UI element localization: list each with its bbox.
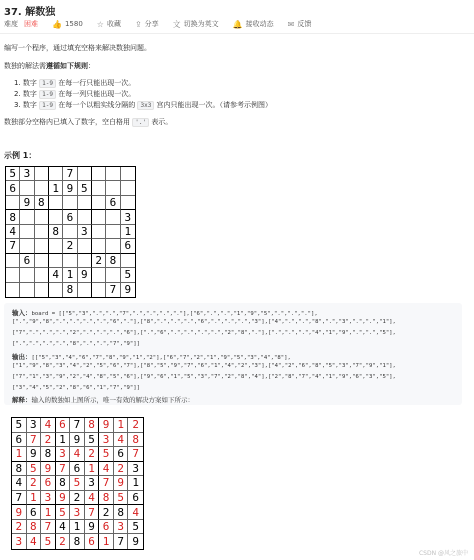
- sudoku-cell: 4: [56, 520, 71, 535]
- like-button[interactable]: [52, 20, 83, 29]
- problem-meta-bar: [4, 18, 325, 30]
- sudoku-cell: 3: [20, 167, 34, 181]
- sudoku-cell: 5: [99, 447, 114, 462]
- output-label: 输出：: [12, 353, 32, 361]
- output-line: [12, 352, 291, 361]
- sudoku-cell: 7: [128, 447, 143, 462]
- sudoku-cell: 1: [70, 520, 85, 535]
- sudoku-cell: [49, 283, 63, 297]
- sudoku-cell: 7: [114, 534, 129, 549]
- sudoku-cell: [49, 239, 63, 253]
- sudoku-cell: 9: [56, 491, 71, 506]
- sudoku-cell: 4: [114, 433, 129, 448]
- sudoku-cell: [78, 167, 92, 181]
- puzzle-grid: [5, 166, 136, 298]
- sudoku-cell: 5: [121, 268, 135, 282]
- description-intro: 编写一个程序，通过填充空格来解决数独问题。: [4, 44, 151, 52]
- sudoku-cell: 4: [41, 418, 56, 433]
- sudoku-cell: 1: [99, 534, 114, 549]
- sudoku-cell: 2: [12, 520, 27, 535]
- problem-title: 37. 解数独: [4, 7, 56, 18]
- sudoku-cell: 8: [114, 505, 129, 520]
- rules-heading: [4, 61, 95, 71]
- sudoku-cell: 7: [56, 462, 71, 477]
- sudoku-cell: [35, 225, 49, 239]
- sudoku-cell: [6, 268, 20, 282]
- sudoku-cell: [49, 196, 63, 210]
- sudoku-cell: 9: [85, 520, 100, 535]
- sudoku-cell: [106, 268, 120, 282]
- sudoku-cell: 5: [78, 181, 92, 195]
- sudoku-cell: 9: [27, 447, 42, 462]
- rule-item: [14, 89, 135, 99]
- sudoku-cell: [106, 167, 120, 181]
- sudoku-cell: 9: [78, 268, 92, 282]
- sudoku-cell: 6: [70, 462, 85, 477]
- feedback-button[interactable]: [288, 19, 312, 29]
- sudoku-cell: 5: [114, 491, 129, 506]
- sudoku-cell: 4: [99, 462, 114, 477]
- sudoku-cell: [35, 167, 49, 181]
- sudoku-cell: [49, 210, 63, 224]
- sudoku-cell: 2: [41, 433, 56, 448]
- sudoku-cell: 8: [99, 491, 114, 506]
- sudoku-cell: 3: [99, 433, 114, 448]
- sudoku-cell: [92, 210, 106, 224]
- rule-text: 数字: [22, 79, 37, 87]
- sudoku-cell: 1: [63, 268, 77, 282]
- rule-code: 1-9: [39, 79, 56, 88]
- sudoku-cell: 7: [70, 418, 85, 433]
- sudoku-cell: [20, 239, 34, 253]
- sudoku-cell: 7: [27, 433, 42, 448]
- rule-code: 3x3: [137, 101, 154, 110]
- sudoku-cell: 5: [85, 433, 100, 448]
- sudoku-cell: [78, 196, 92, 210]
- explain-text: 输入的数独如上图所示，唯一有效的解决方案如下所示：: [31, 396, 194, 404]
- sudoku-cell: 1: [12, 447, 27, 462]
- sudoku-cell: [20, 225, 34, 239]
- sudoku-cell: [78, 254, 92, 268]
- sudoku-cell: 6: [121, 239, 135, 253]
- sudoku-cell: 1: [41, 505, 56, 520]
- sudoku-cell: 6: [114, 447, 129, 462]
- sudoku-cell: [63, 225, 77, 239]
- sudoku-cell: 7: [106, 283, 120, 297]
- sudoku-cell: [92, 225, 106, 239]
- share-icon: ⇪: [134, 19, 142, 29]
- sudoku-cell: 8: [85, 418, 100, 433]
- sudoku-cell: 8: [63, 283, 77, 297]
- sudoku-cell: 9: [99, 418, 114, 433]
- sudoku-cell: 3: [85, 476, 100, 491]
- sudoku-cell: [20, 181, 34, 195]
- sudoku-cell: [20, 210, 34, 224]
- sudoku-cell: 3: [27, 418, 42, 433]
- sudoku-cell: 8: [56, 476, 71, 491]
- sudoku-cell: 1: [128, 476, 143, 491]
- sudoku-cell: 9: [12, 505, 27, 520]
- sudoku-cell: 3: [78, 225, 92, 239]
- sudoku-cell: 6: [128, 491, 143, 506]
- sudoku-cell: [78, 283, 92, 297]
- sudoku-cell: 5: [12, 418, 27, 433]
- sudoku-cell: [49, 254, 63, 268]
- sudoku-cell: 5: [41, 534, 56, 549]
- sudoku-cell: 9: [114, 476, 129, 491]
- sudoku-cell: 1: [121, 225, 135, 239]
- input-text: board = [["5","3",".",".","7",".",".",".","."],["6",".",".","1","9","5",".",".","."],: [31, 311, 318, 317]
- watermark: CSDN @风之旅中: [418, 550, 468, 557]
- sudoku-cell: 9: [41, 462, 56, 477]
- difficulty-badge: 困难: [24, 20, 38, 28]
- sudoku-cell: [121, 181, 135, 195]
- sudoku-cell: [35, 181, 49, 195]
- sudoku-cell: 7: [41, 520, 56, 535]
- input-line: [".","9","8",".",".",".",".","6","."],["8",".",".",".","6",".",".",".","3"],["4",".",".","8",".","3",".",".","1"],: [12, 319, 396, 325]
- sudoku-cell: 5: [27, 462, 42, 477]
- sudoku-cell: 6: [85, 534, 100, 549]
- sudoku-cell: [49, 167, 63, 181]
- sudoku-cell: 9: [124, 283, 132, 297]
- sudoku-cell: [35, 210, 49, 224]
- sudoku-cell: 6: [63, 210, 77, 224]
- thumbs-up-icon: 👍: [52, 19, 62, 29]
- sudoku-cell: [63, 196, 77, 210]
- sudoku-cell: 8: [106, 254, 120, 268]
- rule-text: 数字: [22, 90, 37, 98]
- share-button[interactable]: [135, 19, 159, 29]
- sudoku-cell: 8: [12, 462, 27, 477]
- switch-language-label: 切换为英文: [183, 20, 219, 28]
- rule-num: 3.: [14, 101, 21, 109]
- sudoku-cell: 3: [128, 462, 143, 477]
- sudoku-cell: 1: [49, 181, 63, 195]
- sudoku-cell: 2: [56, 534, 71, 549]
- sudoku-cell: 6: [27, 505, 42, 520]
- output-line: ["1","9","8","3","4","2","5","6","7"],["8","5","9","7","6","1","4","2","3"],["4","2","6","8","5","3","7","9","1"],: [12, 363, 396, 369]
- sudoku-cell: [20, 283, 34, 297]
- sudoku-cell: [106, 210, 120, 224]
- sudoku-cell: 6: [106, 196, 120, 210]
- sudoku-cell: [35, 283, 49, 297]
- sudoku-cell: 2: [85, 447, 100, 462]
- sudoku-cell: [6, 283, 20, 297]
- notify-label: 接收动态: [245, 20, 274, 28]
- rules-bold: 遵循如下规则: [46, 62, 88, 70]
- sudoku-cell: [63, 254, 77, 268]
- feedback-icon: ✉: [287, 19, 295, 29]
- rule-code: 1-9: [39, 101, 56, 110]
- sudoku-cell: [92, 196, 106, 210]
- sudoku-cell: 6: [56, 418, 71, 433]
- divider: [0, 33, 474, 34]
- sudoku-cell: 3: [41, 491, 56, 506]
- sudoku-cell: 6: [20, 254, 34, 268]
- sudoku-cell: 8: [128, 433, 143, 448]
- rule-text: 在每一列只能出现一次。: [58, 90, 136, 98]
- sudoku-cell: [35, 254, 49, 268]
- sudoku-cell: 4: [85, 491, 100, 506]
- sudoku-cell: 6: [99, 520, 114, 535]
- share-label: 分享: [144, 20, 159, 28]
- explain-label: 解释：: [12, 396, 32, 404]
- rule-num: 1.: [14, 79, 21, 87]
- note-code: '.': [132, 118, 149, 127]
- sudoku-cell: 5: [70, 476, 85, 491]
- sudoku-cell: 7: [6, 239, 20, 253]
- star-icon: ☆: [96, 19, 104, 29]
- bell-icon: 🔔: [232, 19, 243, 29]
- feedback-label: 反馈: [297, 20, 312, 28]
- sudoku-cell: [6, 196, 20, 210]
- sudoku-cell: 8: [70, 534, 85, 549]
- sudoku-cell: 5: [6, 167, 20, 181]
- sudoku-cell: 9: [20, 196, 34, 210]
- sudoku-cell: 4: [49, 268, 63, 282]
- rule-code: 1-9: [39, 90, 56, 99]
- input-line: ["7",".",".",".","2",".",".",".","6"],[".","6",".",".",".",".","2","8","."],[".",".",".","4","1","9",".",".","5"],: [12, 330, 396, 336]
- sudoku-cell: 8: [35, 196, 49, 210]
- empty-cell-note: [4, 117, 172, 127]
- sudoku-cell: 5: [56, 505, 71, 520]
- sudoku-cell: 2: [63, 239, 77, 253]
- sudoku-cell: 7: [85, 505, 100, 520]
- input-line: [12, 308, 318, 317]
- sudoku-cell: [106, 225, 120, 239]
- example-title: 示例 1：: [4, 151, 37, 160]
- sudoku-cell: 1: [27, 491, 42, 506]
- sudoku-cell: 9: [70, 433, 85, 448]
- note-text: 表示。: [151, 118, 173, 126]
- sudoku-cell: 2: [114, 462, 129, 477]
- like-count: 1580: [64, 20, 83, 28]
- favorite-button[interactable]: [97, 19, 121, 29]
- sudoku-cell: [20, 268, 34, 282]
- sudoku-cell: 2: [27, 476, 42, 491]
- sudoku-cell: [35, 268, 49, 282]
- sudoku-cell: [35, 239, 49, 253]
- rule-num: 2.: [14, 90, 21, 98]
- sudoku-cell: 6: [6, 181, 20, 195]
- rule-text: 在每一个以粗实线分隔的: [58, 101, 136, 109]
- sudoku-cell: 7: [12, 491, 27, 506]
- notify-button[interactable]: [233, 19, 274, 29]
- favorite-label: 收藏: [106, 20, 121, 28]
- sudoku-cell: [92, 268, 106, 282]
- rule-item: [14, 78, 135, 88]
- sudoku-cell: [78, 239, 92, 253]
- solution-grid: [11, 417, 144, 550]
- note-text: 数独部分空格内已填入了数字，空白格用: [4, 118, 130, 126]
- rule-text: 数字: [22, 101, 37, 109]
- sudoku-cell: [106, 181, 120, 195]
- sudoku-cell: 9: [132, 535, 140, 549]
- sudoku-cell: 8: [49, 225, 63, 239]
- sudoku-cell: 1: [114, 418, 129, 433]
- input-label: 输入：: [12, 309, 32, 317]
- example-code-block: [4, 303, 462, 405]
- sudoku-cell: [92, 283, 106, 297]
- sudoku-cell: [106, 239, 120, 253]
- difficulty-label: 难度: [4, 20, 18, 28]
- sudoku-cell: 2: [128, 418, 143, 433]
- sudoku-cell: 1: [56, 433, 71, 448]
- sudoku-cell: 8: [41, 447, 56, 462]
- sudoku-cell: 2: [70, 491, 85, 506]
- sudoku-cell: 4: [12, 476, 27, 491]
- rule-text: 宫内只能出现一次。（请参考示例图）: [156, 101, 273, 109]
- sudoku-cell: 3: [114, 520, 129, 535]
- sudoku-cell: 7: [63, 167, 77, 181]
- output-text: [["5","3","4","6","7","8","9","1","2"],["6","7","2","1","9","5","3","4","8"],: [31, 355, 291, 361]
- sudoku-cell: 2: [99, 505, 114, 520]
- sudoku-cell: 3: [121, 210, 135, 224]
- switch-language-button[interactable]: [173, 19, 219, 30]
- sudoku-cell: 3: [70, 505, 85, 520]
- sudoku-cell: 5: [128, 520, 143, 535]
- sudoku-cell: [92, 239, 106, 253]
- sudoku-cell: 3: [12, 534, 27, 549]
- rules-prefix: 数独的解法需: [4, 62, 46, 70]
- sudoku-cell: 4: [27, 534, 42, 549]
- output-line: ["3","4","5","2","8","6","1","7","9"]]: [12, 385, 140, 391]
- rules-suffix: ：: [88, 62, 95, 70]
- sudoku-cell: 6: [41, 476, 56, 491]
- sudoku-cell: 3: [56, 447, 71, 462]
- rule-item: [14, 100, 272, 110]
- sudoku-cell: 9: [63, 181, 77, 195]
- rule-text: 在每一行只能出现一次。: [58, 79, 136, 87]
- sudoku-cell: 7: [99, 476, 114, 491]
- sudoku-cell: [92, 167, 106, 181]
- sudoku-cell: [92, 181, 106, 195]
- sudoku-cell: [121, 196, 135, 210]
- translate-icon: 文: [172, 19, 181, 29]
- input-line: [".",".",".",".","8",".",".","7","9"]]: [12, 341, 140, 347]
- sudoku-cell: 1: [85, 462, 100, 477]
- sudoku-cell: 2: [92, 254, 106, 268]
- sudoku-cell: 4: [6, 225, 20, 239]
- sudoku-cell: 4: [128, 505, 143, 520]
- output-line: ["7","1","3","9","2","4","8","5","6"],["9","6","1","5","3","7","2","8","4"],["2","8","7","4","1","9","6","3","5"],: [12, 374, 396, 380]
- sudoku-cell: [121, 254, 135, 268]
- sudoku-cell: 4: [70, 447, 85, 462]
- explain-line: [12, 395, 194, 404]
- sudoku-cell: 6: [12, 433, 27, 448]
- sudoku-cell: [6, 254, 20, 268]
- sudoku-cell: 8: [27, 520, 42, 535]
- sudoku-cell: [78, 210, 92, 224]
- sudoku-cell: 8: [6, 210, 20, 224]
- sudoku-cell: [121, 167, 135, 181]
